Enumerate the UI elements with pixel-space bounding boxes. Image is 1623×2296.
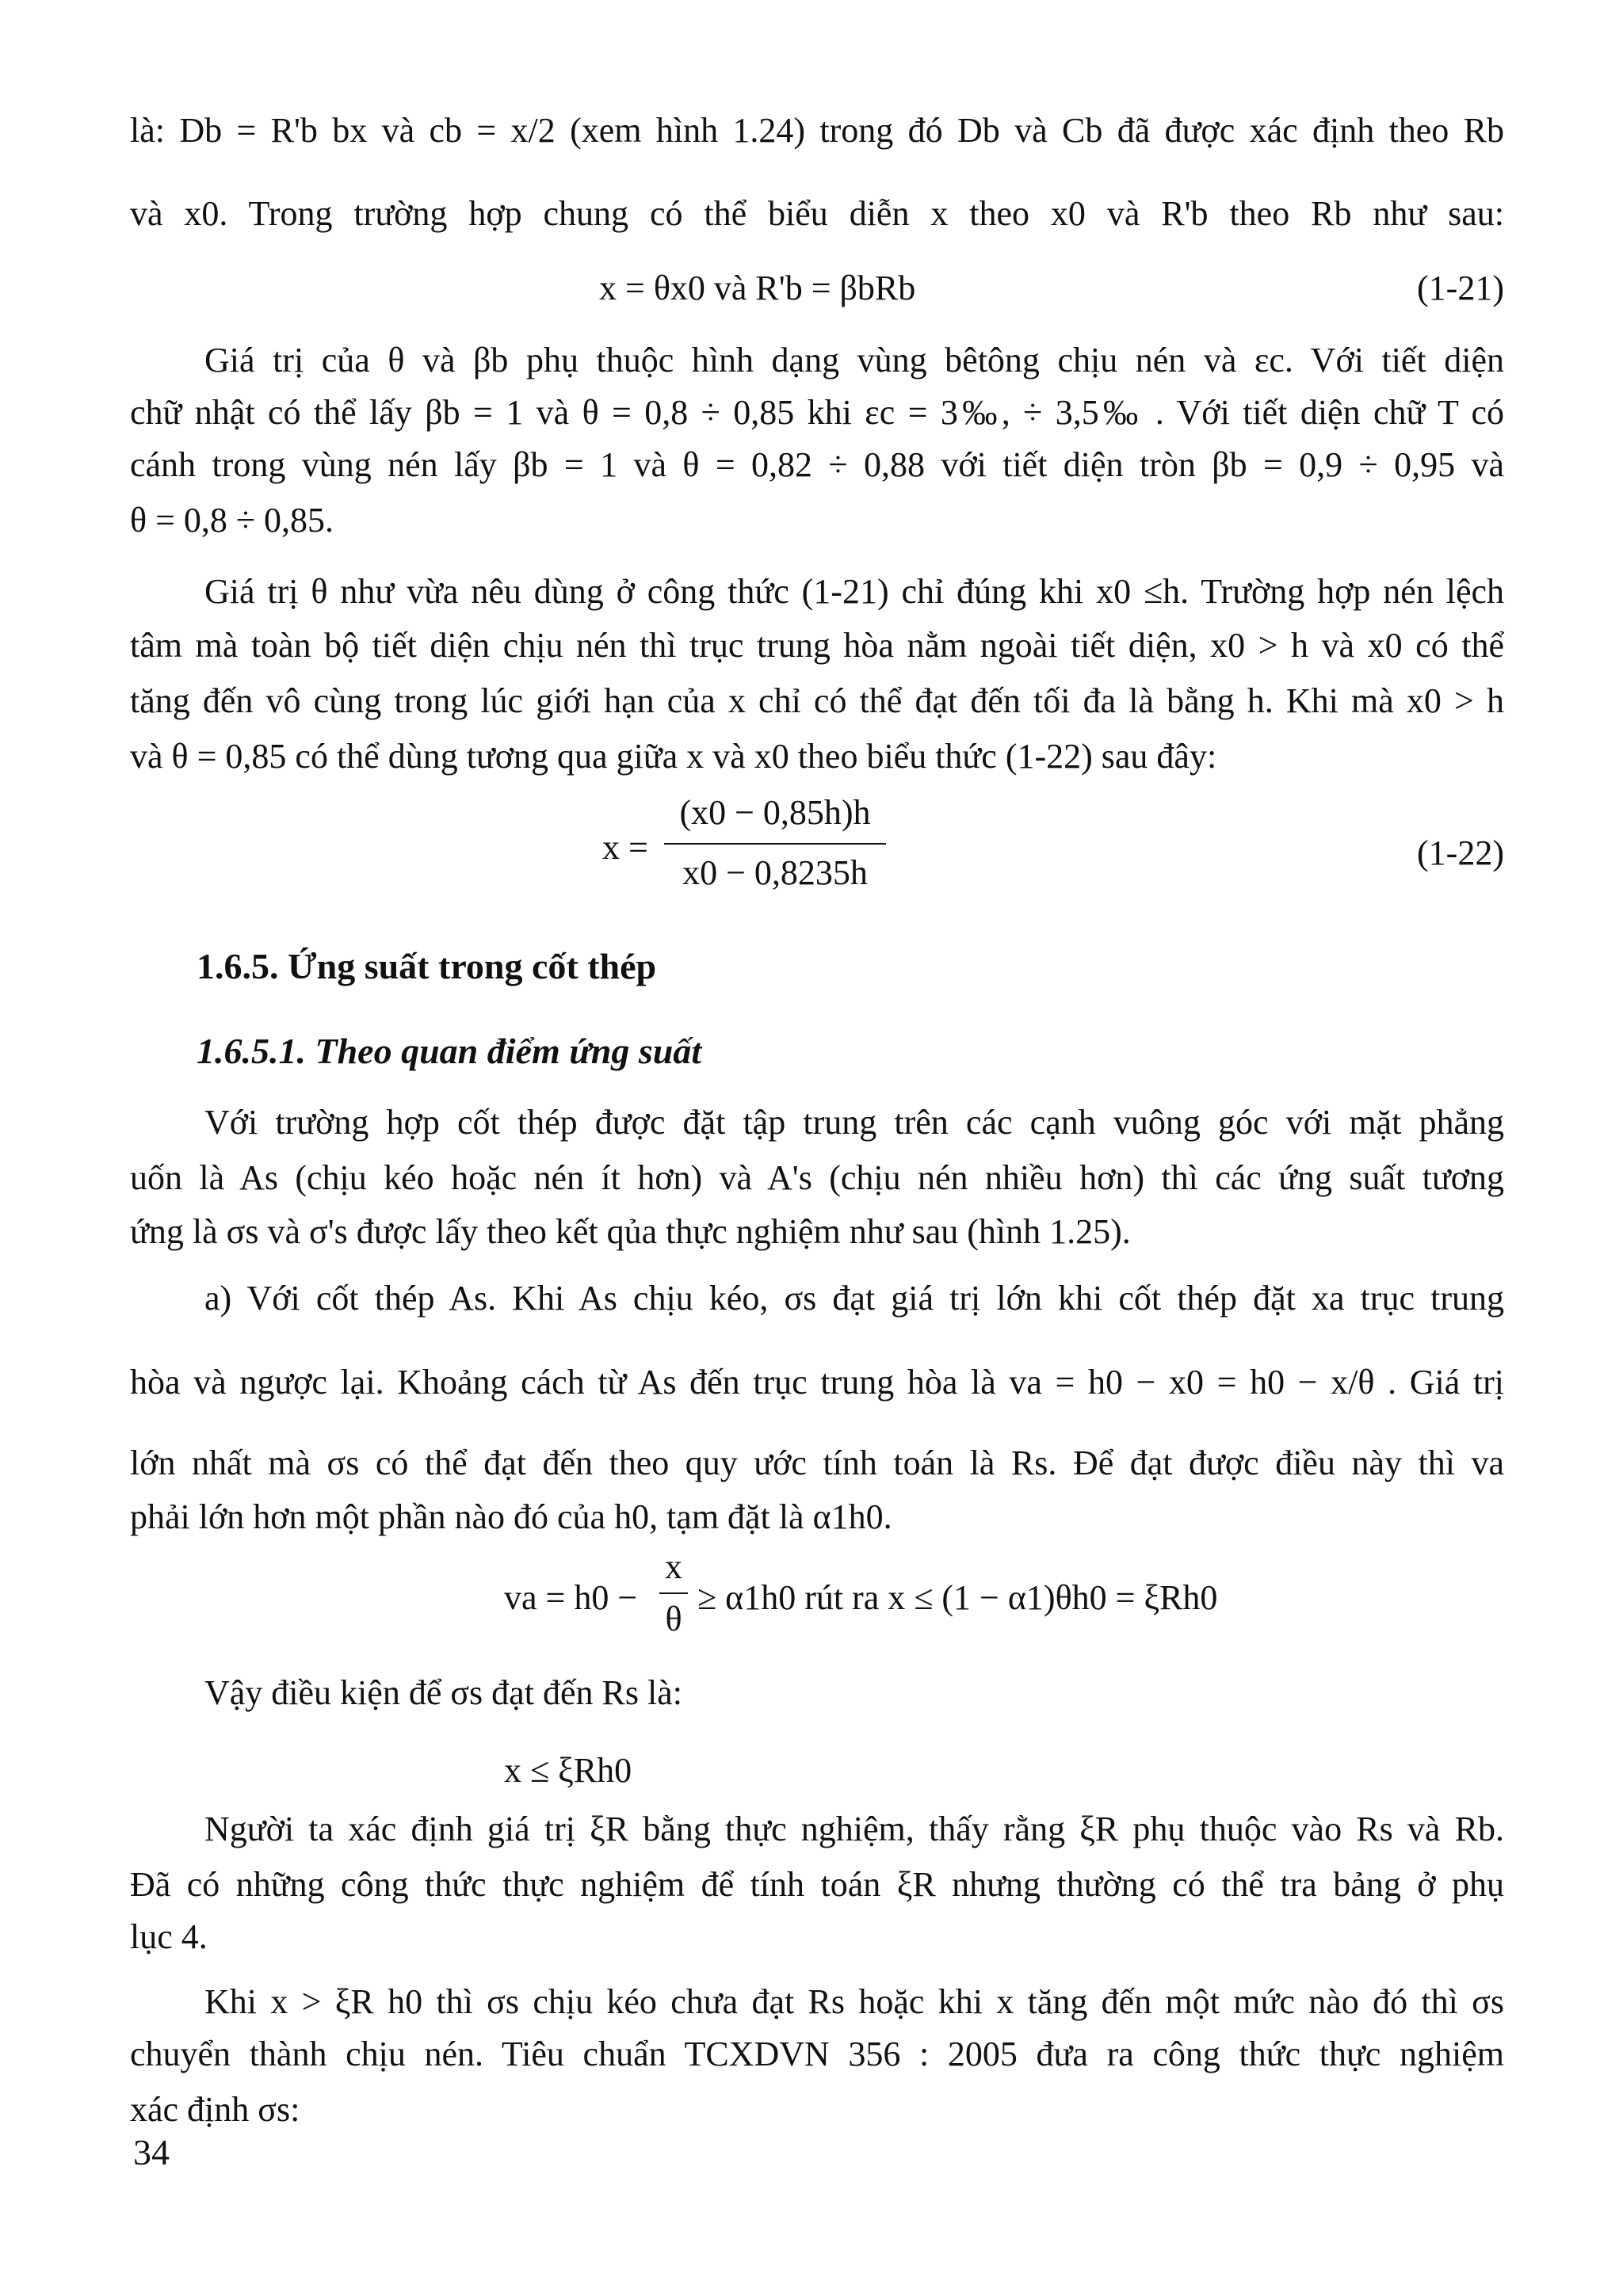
subsection-heading: 1.6.5.1. Theo quan điểm ứng suất xyxy=(197,1031,702,1071)
paragraph-line: chuyển thành chịu nén. Tiêu chuẩn TCXDVN 356 : 2005 đưa ra công thức thực nghiệm xyxy=(130,2035,1504,2073)
paragraph-line: tâm mà toàn bộ tiết diện chịu nén thì trục trung hòa nằm ngoài tiết diện, x0 > h và x0 có thể xyxy=(130,626,1504,665)
equation-number: (1-22) xyxy=(1417,833,1504,872)
paragraph-line: Đã có những công thức thực nghiệm để tính toán ξR nhưng thường có thể tra bảng ở phụ xyxy=(130,1865,1504,1904)
equation-rhs: ≥ α1h0 rút ra x ≤ (1 − α1)θh0 = ξRh0 xyxy=(697,1578,1218,1617)
paragraph-line: xác định σs: xyxy=(130,2090,300,2129)
equation-lhs: x = xyxy=(602,828,648,867)
paragraph-line: Với trường hợp cốt thép được đặt tập trung trên các cạnh vuông góc với mặt phẳng xyxy=(204,1103,1504,1142)
paragraph-line: tăng đến vô cùng trong lúc giới hạn của x chỉ có thể đạt đến tối đa là bằng h. Khi mà x0 > h xyxy=(130,681,1504,720)
paragraph-line: lớn nhất mà σs có thể đạt đến theo quy ước tính toán là Rs. Để đạt được điều này thì va xyxy=(130,1444,1504,1482)
fraction-numerator: (x0 − 0,85h)h xyxy=(679,793,871,832)
equation-number: (1-21) xyxy=(1417,269,1504,307)
paragraph-line: cánh trong vùng nén lấy βb = 1 và θ = 0,82 ÷ 0,88 với tiết diện tròn βb = 0,9 ÷ 0,95 và xyxy=(130,445,1504,484)
paragraph-line: Giá trị của θ và βb phụ thuộc hình dạng vùng bêtông chịu nén và εc. Với tiết diện xyxy=(204,341,1504,379)
paragraph-line: Khi x > ξR h0 thì σs chịu kéo chưa đạt Rs hoặc khi x tăng đến một mức nào đó thì σs xyxy=(204,1982,1504,2021)
page-number: 34 xyxy=(133,2132,170,2172)
paragraph-line: Người ta xác định giá trị ξR bằng thực nghiệm, thấy rằng ξR phụ thuộc vào Rs và Rb. xyxy=(204,1810,1504,1848)
fraction-denominator: x0 − 0,8235h xyxy=(682,853,868,892)
paragraph-line: uốn là As (chịu kéo hoặc nén ít hơn) và A's (chịu nén nhiều hơn) thì các ứng suất tương xyxy=(130,1158,1504,1197)
equation-condition: x ≤ ξRh0 xyxy=(504,1751,632,1790)
paragraph-line: là: Db = R'b bx và cb = x/2 (xem hình 1.24) trong đó Db và Cb đã được xác định theo Rb xyxy=(130,111,1504,150)
paragraph-line: phải lớn hơn một phần nào đó của h0, tạm đặt là α1h0. xyxy=(130,1497,892,1536)
paragraph-line: Vậy điều kiện để σs đạt đến Rs là: xyxy=(204,1673,682,1712)
paragraph-line: chữ nhật có thể lấy βb = 1 và θ = 0,8 ÷ 0,85 khi εc = 3‰, ÷ 3,5‰ . Với tiết diện chữ T có xyxy=(130,393,1504,432)
paragraph-line: Giá trị θ như vừa nêu dùng ở công thức (1-21) chỉ đúng khi x0 ≤h. Trường hợp nén lệch xyxy=(204,572,1504,611)
fraction-numerator: x xyxy=(665,1547,682,1586)
paragraph-line: hòa và ngược lại. Khoảng cách từ As đến trục trung hòa là va = h0 − x0 = h0 − x/θ . Giá trị xyxy=(130,1363,1504,1402)
paragraph-line: a) Với cốt thép As. Khi As chịu kéo, σs đạt giá trị lớn khi cốt thép đặt xa trục trung xyxy=(204,1279,1504,1318)
paragraph-line: và x0. Trong trường hợp chung có thể biểu diễn x theo x0 và R'b theo Rb như sau: xyxy=(130,194,1504,233)
fraction-bar xyxy=(664,843,886,845)
paragraph-line: và θ = 0,85 có thể dùng tương qua giữa x và x0 theo biểu thức (1-22) sau đây: xyxy=(130,737,1217,776)
fraction-bar xyxy=(659,1592,688,1594)
fraction-denominator: θ xyxy=(665,1600,682,1638)
paragraph-line: ứng là σs và σ's được lấy theo kết qủa thực nghiệm như sau (hình 1.25). xyxy=(130,1212,1131,1251)
section-heading: 1.6.5. Ứng suất trong cốt thép xyxy=(197,946,657,986)
equation-1-21: x = θx0 và R'b = βbRb xyxy=(599,269,916,307)
equation-lhs: va = h0 − xyxy=(504,1578,638,1617)
paragraph-line: θ = 0,8 ÷ 0,85. xyxy=(130,501,334,540)
paragraph-line: lục 4. xyxy=(130,1917,208,1956)
